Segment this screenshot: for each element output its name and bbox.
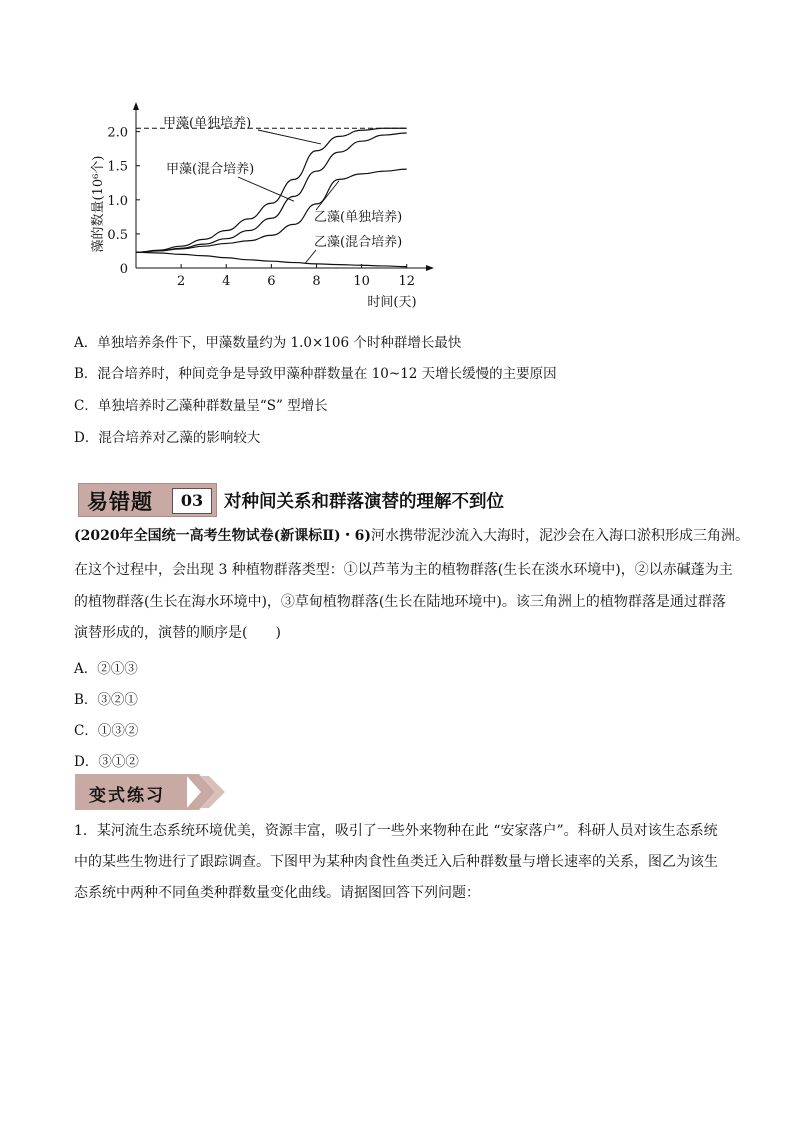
x-tick-label: 10: [353, 274, 370, 289]
variant-label-text: 变式练习: [89, 786, 165, 806]
q1-option-c: C．单独培养时乙藻种群数量呈“S” 型增长: [74, 398, 328, 414]
x-tick-label: 4: [222, 274, 231, 289]
error-topic-banner: [78, 483, 538, 517]
q2-option-b: B．③②①: [74, 692, 138, 708]
y-tick-label: 0: [119, 262, 128, 277]
label-leader-line: [238, 177, 294, 201]
x-axis-arrow: [426, 265, 434, 271]
q2-text-1: 河水携带泥沙流入大海时，泥沙会在入海口淤积形成三角洲。: [371, 528, 750, 544]
double-chevron-icon: [185, 774, 225, 812]
q2-line-2: 在这个过程中，会出现 3 种植物群落类型：①以芦苇为主的植物群落(生长在淡水环境中)，②以赤碱蓬为主: [74, 562, 733, 578]
banner-title: 对种间关系和群落演替的理解不到位: [224, 492, 504, 512]
q1-option-a: A．单独培养条件下，甲藻数量约为 1.0×106 个时种群增长最快: [74, 335, 462, 351]
y-tick-label: 1.0: [107, 193, 128, 209]
q2-line-4: 演替形成的，演替的顺序是( ): [74, 625, 281, 641]
variant-label-box: [75, 774, 187, 810]
label-jia-mixed: 甲藻(混合培养): [166, 162, 255, 177]
series-jia-alone: [136, 128, 407, 252]
y-tick-label: 1.5: [107, 159, 128, 175]
banner-word: 易错题: [87, 490, 153, 514]
y-axis-arrow: [133, 102, 139, 110]
q2-source: (2020年全国统一高考生物试卷(新课标Ⅱ)・6): [74, 528, 372, 544]
banner-tag: [78, 483, 217, 517]
y-axis-label: 藻的数量(10⁶个): [91, 155, 106, 253]
label-yi-alone: 乙藻(单独培养): [314, 210, 403, 225]
algae-population-chart: [78, 100, 438, 315]
y-tick-label: 0.5: [107, 227, 128, 243]
q2-option-d: D．③①②: [74, 754, 139, 770]
label-leader-line: [258, 130, 321, 144]
x-tick-label: 2: [176, 274, 186, 289]
q1-option-d: D．混合培养对乙藻的影响较大: [74, 430, 261, 446]
q3-line-3: 态系统中两种不同鱼类种群数量变化曲线。请据图回答下列问题：: [74, 885, 480, 901]
label-leader-line: [305, 250, 316, 263]
label-jia-alone: 甲藻(单独培养): [163, 116, 252, 131]
x-tick-label: 12: [398, 274, 415, 289]
y-tick-label: 2.0: [107, 125, 128, 141]
banner-number: 03: [172, 488, 212, 514]
x-tick-label: 6: [267, 274, 276, 289]
x-tick-label: 8: [312, 274, 321, 289]
q2-option-a: A．②①③: [74, 661, 138, 677]
q2-line-1: [74, 529, 749, 543]
q2-line-3: 的植物群落(生长在海水环境中)，③草甸植物群落(生长在陆地环境中)。该三角洲上的植物群落是通过群落: [74, 594, 726, 610]
x-axis-label: 时间(天): [367, 295, 417, 310]
label-leader-line: [316, 181, 339, 210]
variant-practice-label: [75, 774, 225, 812]
label-yi-mixed: 乙藻(混合培养): [314, 235, 403, 250]
q2-option-c: C．①③②: [74, 723, 139, 739]
q1-option-b: B．混合培养时，种间竞争是导致甲藻种群数量在 10~12 天增长缓慢的主要原因: [74, 366, 557, 382]
q3-line-2: 中的某些生物进行了跟踪调查。下图甲为某种肉食性鱼类迁入后种群数量与增长速率的关系，图乙为该生: [74, 854, 718, 870]
q3-line-1: 1．某河流生态系统环境优美，资源丰富，吸引了一些外来物种在此 “安家落户”。科研人员对该生态系统: [74, 823, 718, 839]
